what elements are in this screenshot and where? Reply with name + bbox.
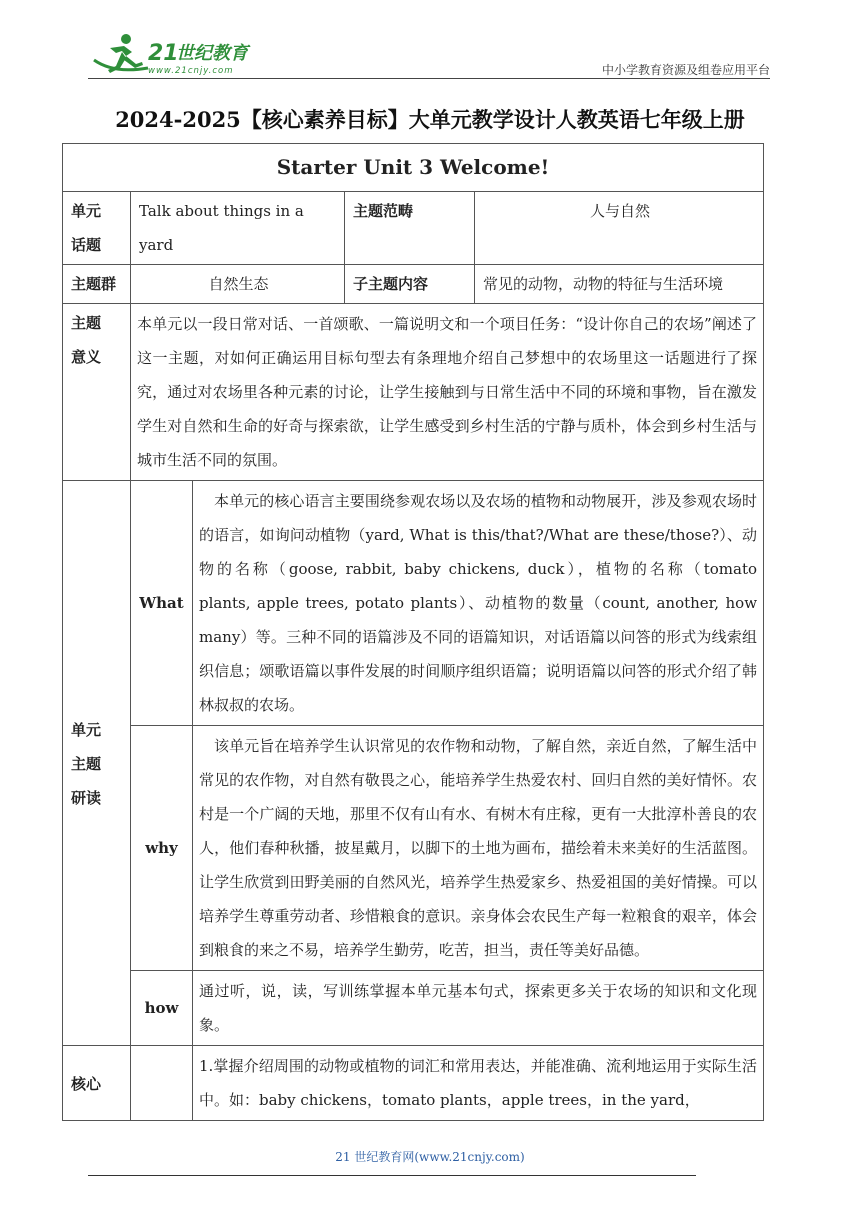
theme-group-value: 自然生态	[131, 265, 345, 304]
topic-value: Talk about things in a yard	[131, 192, 345, 265]
platform-tagline: 中小学教育资源及组卷应用平台	[601, 63, 770, 77]
category-value: 人与自然	[475, 192, 764, 265]
unit-research-label	[63, 481, 131, 1046]
how-row	[63, 971, 764, 1046]
core-label: 核心	[63, 1046, 131, 1121]
theme-meaning-label	[63, 304, 131, 481]
theme-group-label: 主题群	[63, 265, 131, 304]
theme-meaning-label-line1: 主题	[71, 314, 102, 332]
topic-row	[63, 192, 764, 265]
core-row	[63, 1046, 764, 1121]
unit-research-label-line2: 主题	[71, 755, 102, 773]
site-logo	[88, 30, 258, 76]
why-text: 该单元旨在培养学生认识常见的农作物和动物，了解自然，亲近自然，了解生活中常见的农作物，对自然有敬畏之心，能培养学生热爱农村、回归自然的美好情怀。农村是一个广阔的天地，那里不仅有山有水、有树木有庄稼，更有一大批淳朴善良的农人，他们春种秋播，披星戴月，以脚下的土地为画布，描绘着未来美好的生活蓝图。让学生欣赏到田野美丽的自然风光，培养学生热爱家乡、热爱祖国的美好情操。可以培养学生尊重劳动者、珍惜粮食的意识。亲身体会农民生产每一粒粮食的艰辛，体会到粮食的来之不易，培养学生勤劳，吃苦，担当，责任等美好品德。	[193, 726, 764, 971]
how-text: 通过听，说，读，写训练掌握本单元基本句式，探索更多关于农场的知识和文化现象。	[193, 971, 764, 1046]
footer-divider	[88, 1175, 696, 1176]
why-row	[63, 726, 764, 971]
topic-label-line1: 单元	[71, 202, 102, 220]
footer-site-link[interactable]: 21 世纪教育网(www.21cnjy.com)	[335, 1150, 525, 1164]
topic-label	[63, 192, 131, 265]
core-empty-cell	[131, 1046, 193, 1121]
unit-title-row	[63, 144, 764, 192]
why-label: why	[131, 726, 193, 971]
document-title: 2024-2025【核心素养目标】大单元教学设计人教英语七年级上册	[115, 107, 745, 132]
unit-title: Starter Unit 3 Welcome!	[63, 144, 764, 192]
subtheme-value: 常见的动物，动物的特征与生活环境	[475, 265, 764, 304]
subtheme-label: 子主题内容	[345, 265, 475, 304]
theme-meaning-row	[63, 304, 764, 481]
topic-label-line2: 话题	[71, 236, 102, 254]
core-text: 1.掌握介绍周围的动物或植物的词汇和常用表达，并能准确、流利地运用于实际生活中。如：baby chickens，tomato plants，apple trees，in the yard，	[193, 1046, 764, 1121]
page-header	[88, 30, 770, 78]
theme-meaning-label-line2: 意义	[71, 348, 102, 366]
svg-text:www.21cnjy.com: www.21cnjy.com	[148, 66, 234, 76]
theme-meaning-text: 本单元以一段日常对话、一首颂歌、一篇说明文和一个项目任务：“设计你自己的农场”阐述了这一主题，对如何正确运用目标句型去有条理地介绍自己梦想中的农场里这一话题进行了探究，通过对农场里各种元素的讨论，让学生接触到与日常生活中不同的环境和事物，旨在激发学生对自然和生命的好奇与探索欲，让学生感受到乡村生活的宁静与质朴，体会到乡村生活与城市生活不同的氛围。	[131, 304, 764, 481]
unit-research-label-line3: 研读	[71, 789, 102, 807]
lesson-design-table	[62, 143, 764, 1121]
category-label: 主题范畴	[345, 192, 475, 265]
what-row	[63, 481, 764, 726]
svg-text:世纪教育: 世纪教育	[176, 43, 248, 64]
what-label: What	[131, 481, 193, 726]
unit-research-label-line1: 单元	[71, 721, 102, 739]
how-label: how	[131, 971, 193, 1046]
svg-text:21: 21	[148, 41, 179, 66]
theme-group-row	[63, 265, 764, 304]
what-text: 本单元的核心语言主要围绕参观农场以及农场的植物和动物展开，涉及参观农场时的语言，如询问动植物（yard, What is this/that?/What are these/those?）、动物的名称（goose, rabbit, baby chickens, duck），植物的名称（tomato plants, apple trees, potato plants）、动植物的数量（count, another, how many）等。三种不同的语篇涉及不同的语篇知识，对话语篇以问答的形式为线索组织信息；颂歌语篇以事件发展的时间顺序组织语篇；说明语篇以问答的形式介绍了韩林叔叔的农场。	[193, 481, 764, 726]
header-divider	[88, 78, 770, 79]
